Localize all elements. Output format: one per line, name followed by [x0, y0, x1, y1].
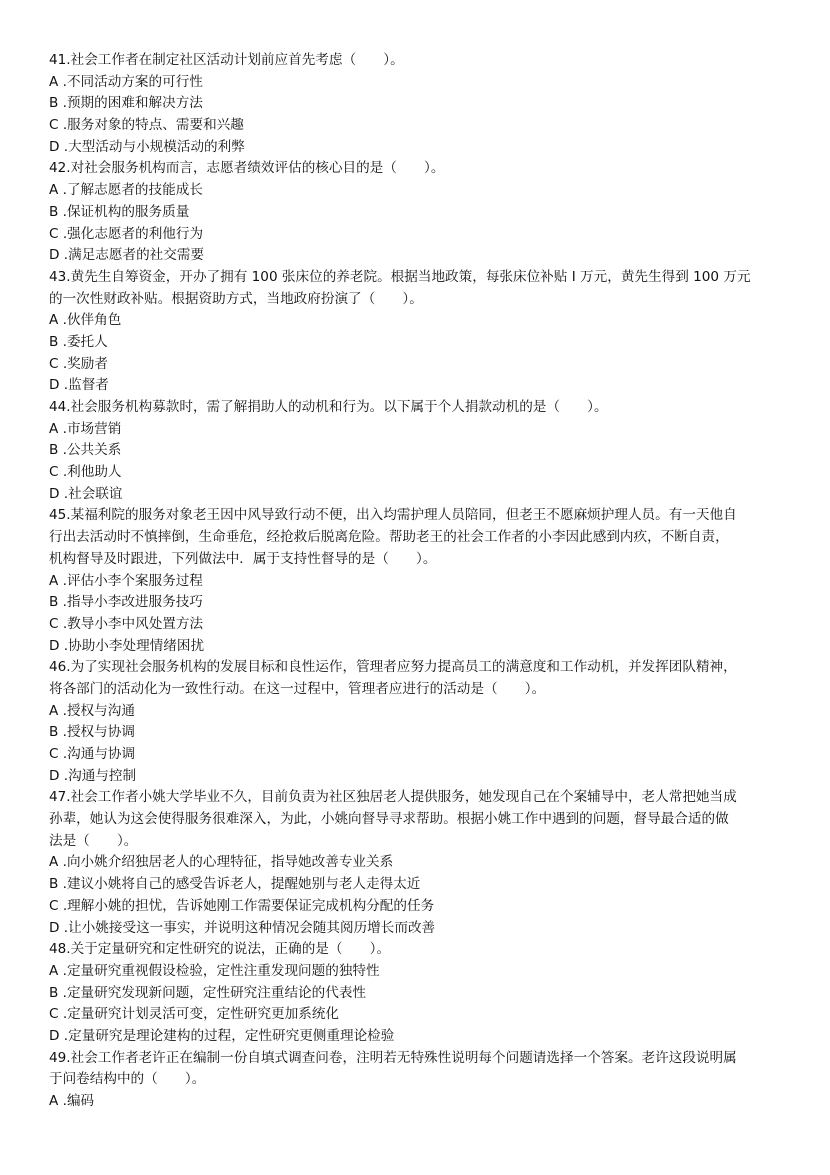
- option-d: D .大型活动与小规模活动的利弊: [49, 138, 245, 155]
- option-c: C .理解小姚的担忧，告诉她刚工作需要保证完成机构分配的任务: [49, 897, 435, 914]
- option-a: A .编码: [49, 1093, 95, 1109]
- option-b: B .保证机构的服务质量: [49, 203, 190, 220]
- option-d: D .让小姚接受这一事实，并说明这种情况会随其阅历增长而改善: [49, 919, 436, 936]
- option-d: D .定量研究是理论建构的过程，定性研究更侧重理论检验: [49, 1027, 395, 1044]
- question-stem-continued: 的一次性财政补贴。根据资助方式，当地政府扮演了（ ）。: [49, 290, 423, 307]
- question-stem-continued: 将各部门的活动化为一致性行动。在这一过程中，管理者应进行的活动是（ ）。: [49, 680, 546, 697]
- option-d: D .满足志愿者的社交需要: [49, 247, 205, 264]
- option-d: D .协助小李处理情绪困扰: [49, 637, 205, 654]
- question-stem-continued: 法是（ ）。: [49, 832, 138, 849]
- question-46: [49, 657, 789, 787]
- question-48: [49, 939, 789, 1047]
- option-c: C .沟通与协调: [49, 746, 136, 762]
- question-stem: 48.关于定量研究和定性研究的说法，正确的是（ ）。: [49, 941, 391, 958]
- question-stem: 42.对社会服务机构而言，志愿者绩效评估的核心目的是（ ）。: [49, 160, 445, 177]
- option-b: B .委托人: [49, 333, 108, 350]
- question-stem-continued: 于问卷结构中的（ ）。: [49, 1071, 206, 1088]
- option-a: A .伙伴角色: [49, 312, 122, 329]
- question-stem: 44.社会服务机构募款时，需了解捐助人的动机和行为。以下属于个人捐款动机的是（ ）。: [49, 399, 608, 415]
- option-d: D .监督者: [49, 377, 109, 394]
- question-43: [49, 267, 789, 397]
- option-a: A .定量研究重视假设检验，定性注重发现问题的独特性: [49, 962, 380, 979]
- question-stem-continued: 机构督导及时跟进，下列做法中．属于支持性督导的是（ ）。: [49, 550, 437, 567]
- option-a: A .向小姚介绍独居老人的心理特征，指导她改善专业关系: [49, 854, 394, 871]
- exam-page: [49, 50, 789, 1113]
- option-c: C .定量研究计划灵活可变，定性研究更加系统化: [49, 1006, 340, 1023]
- question-49: [49, 1048, 789, 1113]
- question-stem: 43.黄先生自筹资金，开办了拥有 100 张床位的养老院。根据当地政策，每张床位补贴 I 万元，黄先生得到 100 万元: [49, 268, 751, 285]
- question-42: [49, 158, 789, 266]
- question-stem: 49.社会工作者老许正在编制一份自填式调查问卷，注明若无特殊性说明每个问题请选择一个答案。老许这段说明属: [49, 1049, 737, 1066]
- question-stem: 41.社会工作者在制定社区活动计划前应首先考虑（ ）。: [49, 52, 404, 68]
- option-c: C .强化志愿者的利他行为: [49, 225, 204, 242]
- option-a: A .授权与沟通: [49, 702, 135, 719]
- option-a: A .评估小李个案服务过程: [49, 572, 203, 589]
- option-a: A .了解志愿者的技能成长: [49, 182, 203, 199]
- option-b: B .预期的困难和解决方法: [49, 95, 203, 112]
- option-c: C .服务对象的特点、需要和兴趣: [49, 117, 244, 134]
- option-d: D .社会联谊: [49, 485, 123, 502]
- option-b: B .公共关系: [49, 442, 122, 459]
- option-c: C .利他助人: [49, 464, 122, 481]
- option-a: A .市场营销: [49, 420, 122, 437]
- option-c: C .奖励者: [49, 355, 108, 372]
- question-stem-continued: 孙辈，她认为这会使得服务很难深入，为此，小姚向督导寻求帮助。根据小姚工作中遇到的问题，督导最合适的做: [49, 811, 729, 828]
- option-b: B .定量研究发现新问题，定性研究注重结论的代表性: [49, 984, 367, 1001]
- option-b: B .授权与协调: [49, 724, 135, 741]
- option-c: C .教导小李中风处置方法: [49, 615, 204, 632]
- question-stem: 47.社会工作者小姚大学毕业不久，目前负责为社区独居老人提供服务，她发现自己在个案辅导中，老人常把她当成: [49, 789, 737, 806]
- option-a: A .不同活动方案的可行性: [49, 73, 203, 90]
- option-b: B .指导小李改进服务技巧: [49, 594, 203, 611]
- question-44: [49, 397, 789, 505]
- option-d: D .沟通与控制: [49, 767, 137, 784]
- question-stem-continued: 行出去活动时不慎摔倒，生命垂危，经抢救后脱离危险。帮助老王的社会工作者的小李因此感到内疚，不断自责，: [49, 529, 729, 546]
- option-b: B .建议小姚将自己的感受告诉老人，提醒她别与老人走得太近: [49, 876, 421, 893]
- question-47: [49, 787, 789, 939]
- question-stem: 46.为了实现社会服务机构的发展目标和良性运作，管理者应努力提高员工的满意度和工作动机，并发挥团队精神，: [49, 659, 737, 676]
- question-45: [49, 505, 789, 657]
- question-stem: 45.某福利院的服务对象老王因中风导致行动不便，出入均需护理人员陪同，但老王不愿麻烦护理人员。有一天他自: [49, 507, 737, 524]
- question-41: [49, 50, 789, 158]
